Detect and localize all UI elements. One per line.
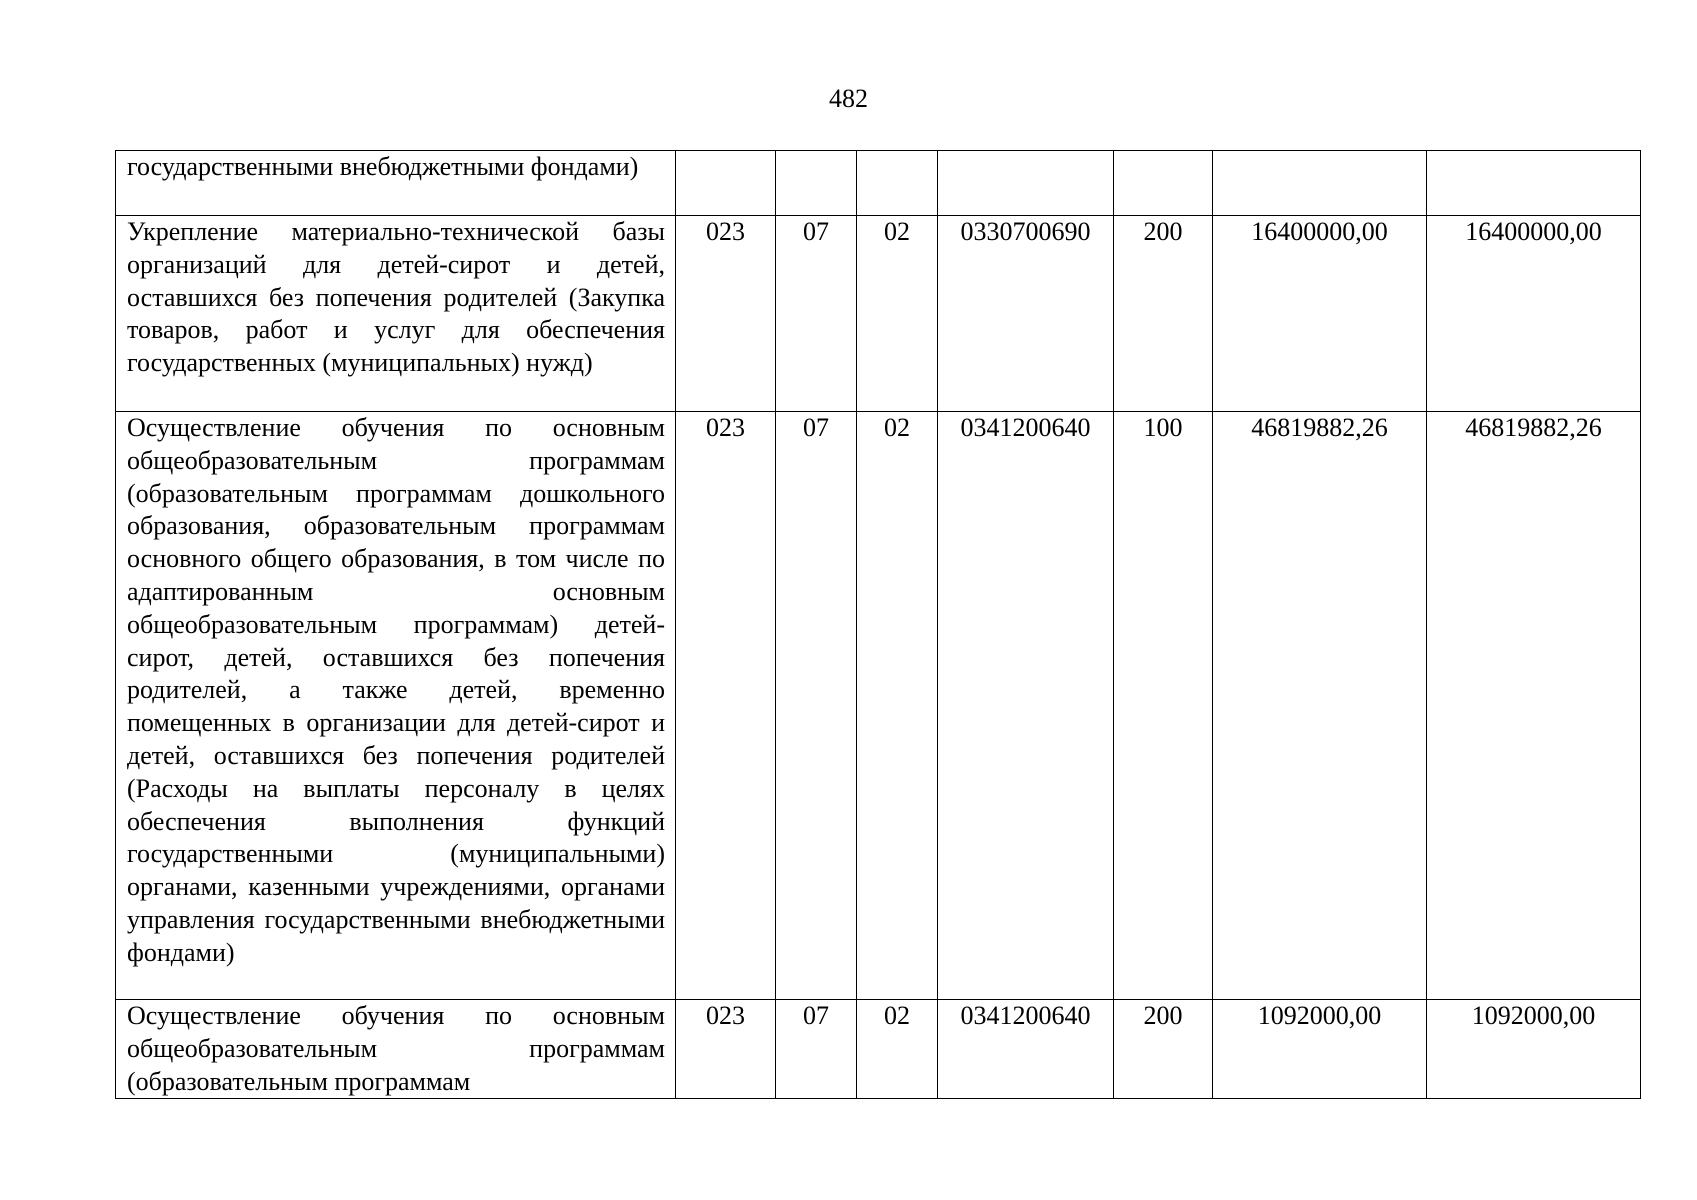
table-row xyxy=(116,412,1641,1000)
ministry-code: 023 xyxy=(676,216,776,412)
expense-type-code: 100 xyxy=(1114,412,1213,1000)
row-description: Осуществление обучения по основным общеобразовательным программам (образовательным программам дошкольного образования, образовательным программам основного общего образования, в том числе по адаптированным основным общеобразовательным программам) детей-сирот, детей, оставшихся без попечения родителей, а также детей, временно помещенных в организации для детей-сирот и детей, оставшихся без попечения родителей (Расходы на выплаты персоналу в целях обеспечения выполнения функций государственными (муниципальными) органами, казенными учреждениями, органами управления государственными внебюджетными фондами) xyxy=(116,412,676,1000)
ministry-code: 023 xyxy=(676,412,776,1000)
expense-type-code: 200 xyxy=(1114,1000,1213,1099)
section-code: 07 xyxy=(776,1000,857,1099)
section-code: 07 xyxy=(776,412,857,1000)
amount-second xyxy=(1427,151,1641,216)
subsection-code: 02 xyxy=(857,1000,938,1099)
table-row xyxy=(116,216,1641,412)
expense-type-code: 200 xyxy=(1114,216,1213,412)
amount-first: 1092000,00 xyxy=(1213,1000,1427,1099)
expense-type-code xyxy=(1114,151,1213,216)
amount-first xyxy=(1213,151,1427,216)
amount-first: 46819882,26 xyxy=(1213,412,1427,1000)
target-article-code xyxy=(938,151,1114,216)
subsection-code: 02 xyxy=(857,412,938,1000)
target-article-code: 0341200640 xyxy=(938,412,1114,1000)
section-code: 07 xyxy=(776,216,857,412)
page-number: 482 xyxy=(829,84,868,113)
table-row xyxy=(116,151,1641,216)
amount-second: 16400000,00 xyxy=(1427,216,1641,412)
table-row xyxy=(116,1000,1641,1099)
target-article-code: 0330700690 xyxy=(938,216,1114,412)
row-description: Укрепление материально-технической базы организаций для детей-сирот и детей, оставшихся без попечения родителей (Закупка товаров, работ и услуг для обеспечения государственных (муниципальных) нужд) xyxy=(116,216,676,412)
amount-second: 1092000,00 xyxy=(1427,1000,1641,1099)
section-code xyxy=(776,151,857,216)
ministry-code xyxy=(676,151,776,216)
subsection-code xyxy=(857,151,938,216)
ministry-code: 023 xyxy=(676,1000,776,1099)
row-description: государственными внебюджетными фондами) xyxy=(116,151,676,216)
subsection-code: 02 xyxy=(857,216,938,412)
row-description: Осуществление обучения по основным общеобразовательным программам (образовательным программам xyxy=(116,1000,676,1099)
budget-table xyxy=(115,150,1641,1099)
amount-first: 16400000,00 xyxy=(1213,216,1427,412)
target-article-code: 0341200640 xyxy=(938,1000,1114,1099)
amount-second: 46819882,26 xyxy=(1427,412,1641,1000)
